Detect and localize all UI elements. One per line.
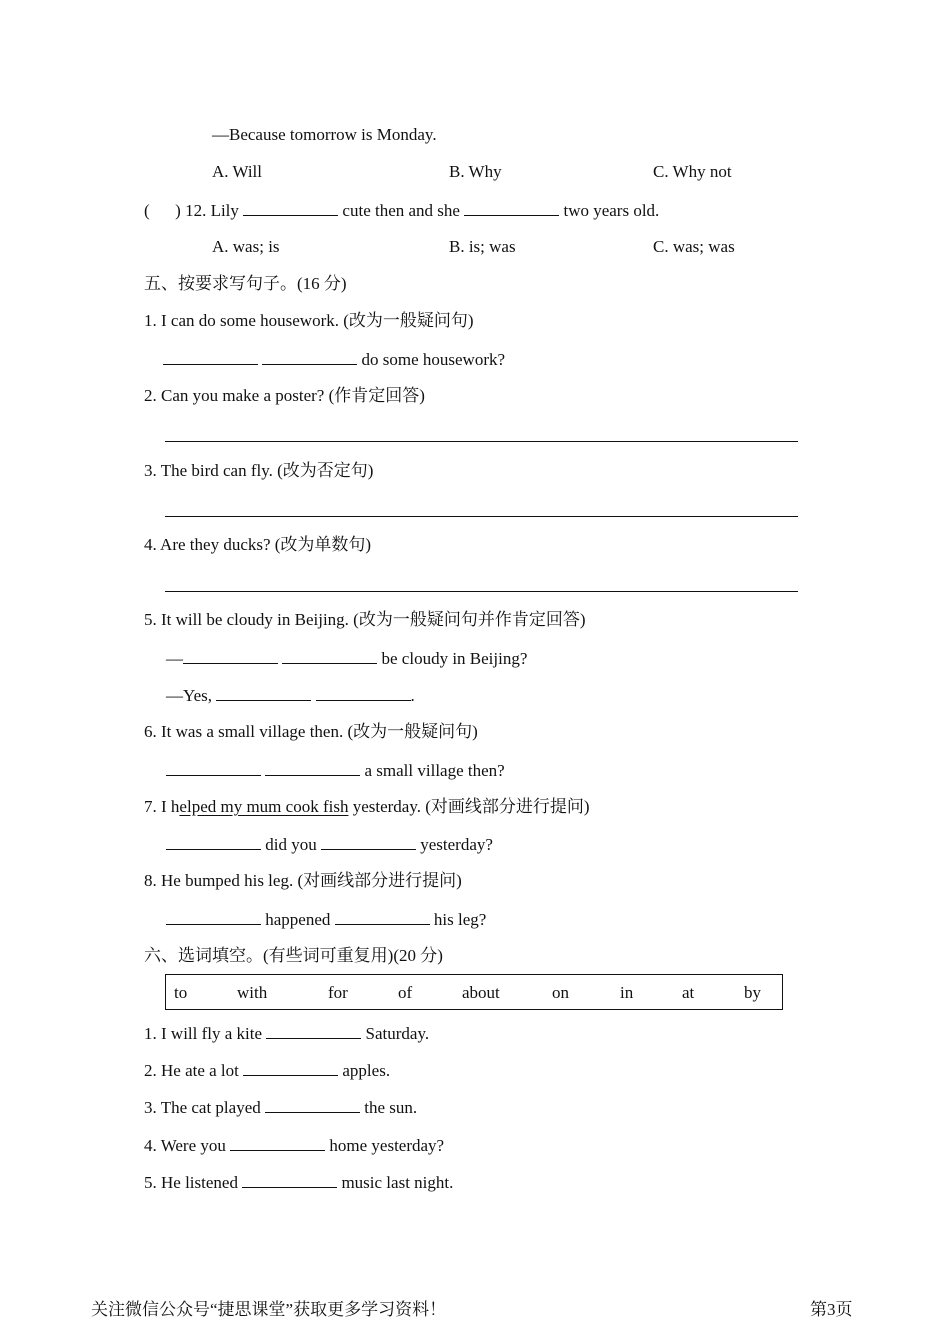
s5-q6-answer <box>166 759 505 782</box>
s5-q3: 3. The bird can fly. (改为否定句) <box>144 461 374 480</box>
s5-q7-answer-mid: did you <box>265 835 317 854</box>
s6-q1-post: Saturday. <box>365 1024 430 1043</box>
section6-title: 六、选词填空。(有些词可重复用)(20 分) <box>144 946 443 965</box>
s6-q4-blank[interactable] <box>230 1134 325 1151</box>
s6-q5 <box>144 1171 453 1194</box>
s5-q7-underlined: elped my mum cook fish <box>179 797 349 816</box>
s5-q7-pre: 7. I h <box>144 797 180 816</box>
s5-q5-yes: —Yes, <box>166 686 212 705</box>
s5-q7-answer <box>166 833 493 856</box>
s5-q7-answer-end: yesterday? <box>420 835 493 854</box>
s5-q6-blank-1[interactable] <box>166 759 261 776</box>
q11-answer-line: —Because tomorrow is Monday. <box>212 125 437 144</box>
s5-q8: 8. He bumped his leg. (对画线部分进行提问) <box>144 871 462 890</box>
s6-q5-blank[interactable] <box>242 1171 337 1188</box>
s6-q2-blank[interactable] <box>243 1059 338 1076</box>
q12-blank-1[interactable] <box>243 199 338 216</box>
page-number: 第3页 <box>810 1300 853 1319</box>
s5-q7-blank-2[interactable] <box>321 833 416 850</box>
s5-q5-answer-1-text: be cloudy in Beijing? <box>381 649 528 668</box>
s5-q2-answer-line[interactable] <box>165 441 798 442</box>
word-bank-item: by <box>744 983 761 1002</box>
word-bank <box>165 974 783 1010</box>
s5-q5-dash: — <box>166 649 183 668</box>
s5-q5: 5. It will be cloudy in Beijing. (改为一般疑问句并作肯定回答) <box>144 610 586 629</box>
s6-q4-post: home yesterday? <box>329 1136 445 1155</box>
s5-q8-blank-1[interactable] <box>166 908 261 925</box>
s6-q3-pre: 3. The cat played <box>144 1098 261 1117</box>
q12-option-c: C. was; was <box>653 237 735 256</box>
word-bank-item: in <box>620 983 634 1002</box>
word-bank-item: for <box>328 983 348 1002</box>
word-bank-item: to <box>174 983 188 1002</box>
s5-q8-blank-2[interactable] <box>335 908 430 925</box>
s6-q2 <box>144 1059 390 1082</box>
s5-q5-period: . <box>410 686 415 705</box>
s5-q5-blank-3[interactable] <box>216 684 311 701</box>
q11-option-c: C. Why not <box>653 162 732 181</box>
word-bank-item: with <box>237 983 268 1002</box>
footer-promo: 关注微信公众号“捷思课堂”获取更多学习资料！ <box>91 1300 447 1319</box>
s5-q8-answer-end: his leg? <box>433 910 487 929</box>
s6-q2-post: apples. <box>342 1061 391 1080</box>
section5-title: 五、按要求写句子。(16 分) <box>144 274 347 293</box>
s5-q8-answer-mid: happened <box>265 910 331 929</box>
s5-q1-answer-text: do some housework? <box>361 350 506 369</box>
q12-text-3: two years old. <box>563 201 660 220</box>
s5-q5-blank-1[interactable] <box>183 647 278 664</box>
s6-q3 <box>144 1096 417 1119</box>
q11-option-a: A. Will <box>212 162 263 181</box>
s6-q5-pre: 5. He listened <box>144 1173 238 1192</box>
s5-q5-answer-2 <box>166 684 415 707</box>
word-bank-item: about <box>462 983 500 1002</box>
s5-q1-blank-2[interactable] <box>262 348 357 365</box>
s5-q2: 2. Can you make a poster? (作肯定回答) <box>144 386 425 405</box>
s5-q8-answer <box>166 908 486 931</box>
s6-q4 <box>144 1134 444 1157</box>
s5-q7-blank-1[interactable] <box>166 833 261 850</box>
q12-answer-paren[interactable]: ( ) <box>144 201 181 220</box>
word-bank-item: on <box>552 983 569 1002</box>
s5-q1-blank-1[interactable] <box>163 348 258 365</box>
s6-q3-post: the sun. <box>364 1098 418 1117</box>
s6-q1-pre: 1. I will fly a kite <box>144 1024 263 1043</box>
s6-q5-post: music last night. <box>341 1173 454 1192</box>
q12-blank-2[interactable] <box>464 199 559 216</box>
s5-q1-answer <box>163 348 505 371</box>
s5-q5-answer-1 <box>166 647 527 670</box>
s5-q7-post: yesterday. (对画线部分进行提问) <box>348 797 590 816</box>
s6-q3-blank[interactable] <box>265 1096 360 1113</box>
s5-q3-answer-line[interactable] <box>165 516 798 517</box>
q12-stem <box>144 199 659 222</box>
s6-q2-pre: 2. He ate a lot <box>144 1061 239 1080</box>
q12-text-2: cute then and she <box>342 201 460 220</box>
word-bank-item: of <box>398 983 413 1002</box>
s5-q6-blank-2[interactable] <box>265 759 360 776</box>
s5-q4: 4. Are they ducks? (改为单数句) <box>144 535 372 554</box>
s5-q5-blank-4[interactable] <box>316 684 411 701</box>
s5-q6-answer-text: a small village then? <box>364 761 505 780</box>
s5-q6: 6. It was a small village then. (改为一般疑问句) <box>144 722 478 741</box>
s5-q7 <box>144 796 590 818</box>
s6-q4-pre: 4. Were you <box>144 1136 226 1155</box>
s5-q5-blank-2[interactable] <box>282 647 377 664</box>
s5-q1: 1. I can do some housework. (改为一般疑问句) <box>144 311 474 330</box>
s6-q1-blank[interactable] <box>266 1022 361 1039</box>
q12-text-1: Lily <box>210 201 239 220</box>
q12-number: 12. <box>185 201 207 220</box>
word-bank-item: at <box>682 983 695 1002</box>
q12-option-a: A. was; is <box>212 237 280 256</box>
s5-q4-answer-line[interactable] <box>165 591 798 592</box>
s6-q1 <box>144 1022 429 1045</box>
q11-option-b: B. Why <box>449 162 502 181</box>
q12-option-b: B. is; was <box>449 237 516 256</box>
